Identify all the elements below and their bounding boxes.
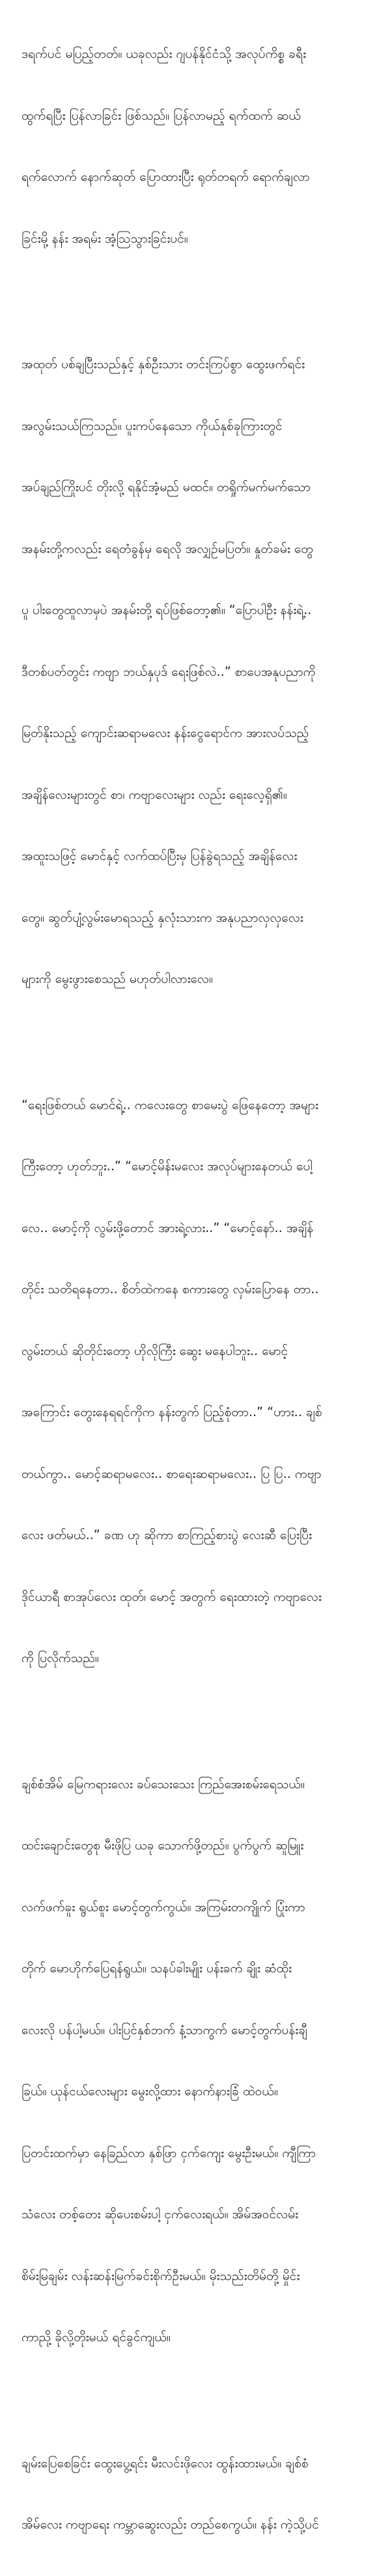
text-line: လွမ်းတယ် ဆိုတိုင်းတော့ ဟိုလိုကြီး ဆွေး မနေပါဘူး.. မောင့်: [21, 1343, 288, 1358]
text-line: အထူးသဖြင့် မောင်နှင့် လက်ထပ်ပြီးမှ ပြန်ခွဲရသည့် အချိန်လေး: [21, 848, 298, 863]
text-line: လေ.. မောင့်ကို လွမ်းဖို့တောင် အားရဲ့လား..” “မောင့်နော်.. အချိန်: [21, 1220, 314, 1235]
text-line: ဒရက်ပင် မပြည့်တတ်။ ယခုလည်း ဂျပန်နိုင်ငံသို့ အလုပ်ကိစ္စ ခရီး: [21, 46, 306, 61]
text-line: ခြယ်။ ယုန်ငယ်လေးများ မွေးလို့ထား နောက်နားခြံ ထဲဝယ်။: [21, 2084, 278, 2099]
text-line: အကြောင်း တွေးနေရရင်ကိုက နန်းတွက် ပြည့်စုံတာ..” “ဟား.. ချစ်: [21, 1404, 322, 1419]
text-line: လေး ဖတ်မယ်..” ခဏ ဟု ဆိုကာ စာကြည့်စားပွဲ လေးဆီ ပြေးပြီး: [21, 1527, 312, 1542]
text-line: လေးလို ပန်ပါ့မယ်။ ပါးပြင်နှစ်ဘက် နံ့သာကွက် မောင့်တွက်ပန်းချီ: [21, 2022, 307, 2037]
text-line: ထွက်ရပြီး ပြန်လာခြင်း ဖြစ်သည်။ ပြန်လာမည့် ရက်ထက် ဆယ်: [21, 107, 301, 123]
paragraph-2: [21, 313, 380, 1030]
text-line: ကြီးတော့ ဟုတ်ဘူး..” “မောင့်မိန်းမလေး အလုပ်များနေတယ် ပေါ့: [21, 1159, 313, 1174]
text-line: အနမ်းတို့ကလည်း ရေတံခွန်မှ ရေလို အလျှဉ်မပြတ်။ နှုတ်ခမ်း တွေ: [21, 541, 313, 556]
text-line: ကာညို့ ခိုလို့တိုးမယ် ရင်ခွင်ကျယ်။: [21, 2329, 171, 2344]
text-line: ခြင်းမို့ နန်း အရမ်း အံ့သြသွားခြင်းပင်။: [21, 230, 188, 246]
text-line: တိုက် မောဟိုက်ပြေရန်ရွယ်။ သနပ်ခါးမျိုး ပန်းခက် ချိုး ဆံထိုး: [21, 1961, 292, 1976]
text-line: “ရေးဖြစ်တယ် မောင်ရဲ့.. ကလေးတွေ စာမေးပွဲ ဖြေနေတော့ အများ: [21, 1097, 318, 1112]
text-line: ဒိုင်ယာရီ စာအုပ်လေး ထုတ်၊ မောင့် အတွက် ရေးထားတဲ့ ကဗျာလေး: [21, 1589, 322, 1604]
text-line: လက်ဖက်ခူး ရွယ်စူး မောင့်တွက်ကွယ်။ အကြမ်းတကျိုက် ပြုံးကာ: [21, 1899, 305, 1914]
text-line: ရက်လောက် နောက်ဆုတ် ပြောထားပြီး ရုတ်တရက် ရောက်ချလာ: [21, 169, 310, 184]
text-line: အလွမ်းသယ်ကြသည်။ ပူးကပ်နေသော ကိုယ်နှစ်ခုကြားတွင်: [21, 418, 283, 433]
text-line: တယ်ကွာ.. မောင့်ဆရာမလေး.. စာရေးဆရာမလေး.. ပြ ပြ.. ကဗျာ: [21, 1466, 322, 1481]
text-line: ပြတင်းထက်မှာ နေခြည်လာ နှစ်ဖြာ ငှက်ကျေး မွေးဦးမယ်။ ကျီကြာ: [21, 2145, 316, 2160]
text-line: များကို မွေးဖွားစေသည် မဟုတ်ပါလားလေ။: [21, 971, 213, 986]
text-line: အချိန်လေးများတွင် စာ၊ ကဗျာလေးများ လည်း ရေးလေ့ရှိ၏။: [21, 786, 287, 802]
paragraph-4-poem: [21, 1733, 380, 2389]
paragraph-5: [21, 2412, 380, 2576]
text-line: သံလေး တစ့်တေး ဆိုပေးစမ်းပါ့ ငှက်လေးရယ်။ အိမ်အဝင်လမ်း: [21, 2207, 298, 2221]
text-line: အထုတ် ပစ်ချပြီးသည်နှင့် နှစ်ဦးသား တင်းကြပ်စွာ ထွေးဖက်ရင်း: [21, 356, 305, 371]
text-line: တိုင်း သတိရနေတာ.. စိတ်ထဲကနေ စကားတွေ လှမ်းပြောနေ တာ..: [21, 1281, 319, 1296]
text-line: ကို ပြလိုက်သည်။: [21, 1650, 99, 1665]
text-line: စိမ်းမြချမ်း လန်းဆန်းမြက်ခင်းစိုက်ဦးမယ်။ မိုးသည်းတိမ်တို့ မှိုင်း: [21, 2268, 300, 2283]
paragraph-1: [21, 3, 380, 289]
text-line: ချမ်းပြေစေခြင်း ထွေးပွေ့ရင်း မီးလင်းဖိုလေး ထွန်းထားမယ်။ ချစ်စံ: [21, 2455, 309, 2471]
text-line: ပူ ပါးတွေထူလာမှပဲ အနမ်းတို့ ရပ်ဖြစ်တော့၏။ “ပြောပါဦး နန်းရဲ့..: [21, 602, 312, 617]
text-line: ဒီတစ်ပတ်တွင်း ကဗျာ ဘယ်နှပုဒ် ရေးဖြစ်လဲ..” စာပေအနုပညာကို: [21, 664, 316, 679]
text-line: အပ်ချည်ကြိုးပင် တိုးလို့ ရနိုင်အံ့မည် မထင်။ တရှိုက်မက်မက်သော: [21, 479, 311, 494]
text-line: အိမ်လေး ကဗျာရေး ကမ္ဘာဆွေးလည်း တည်စေကွယ်။ နန်း ကဲ့သို့ပင်: [21, 2517, 319, 2532]
text-line: ချစ်စံအိမ် မြေကရားလေး ခပ်သေးသေး ကြည်အေးစမ်းရေသယ်။: [21, 1776, 305, 1791]
text-line: မြတ်နိုးသည့် ကျောင်းဆရာမလေး နန်းငွေရောင်က အားလပ်သည့်: [21, 725, 309, 740]
text-line: တွေ။ ဆွတ်ပျံ့လွမ်းမောရသည့် နှလုံးသားက အနုပညာလှလှလေး: [21, 909, 303, 925]
paragraph-3: [21, 1054, 380, 1710]
text-line: ထင်းချောင်းတွေစု မီးဖိုပြ ယခု သောက်ဖို့တည်။ ပွက်ပွက် ဆူမြူး: [21, 1838, 304, 1853]
